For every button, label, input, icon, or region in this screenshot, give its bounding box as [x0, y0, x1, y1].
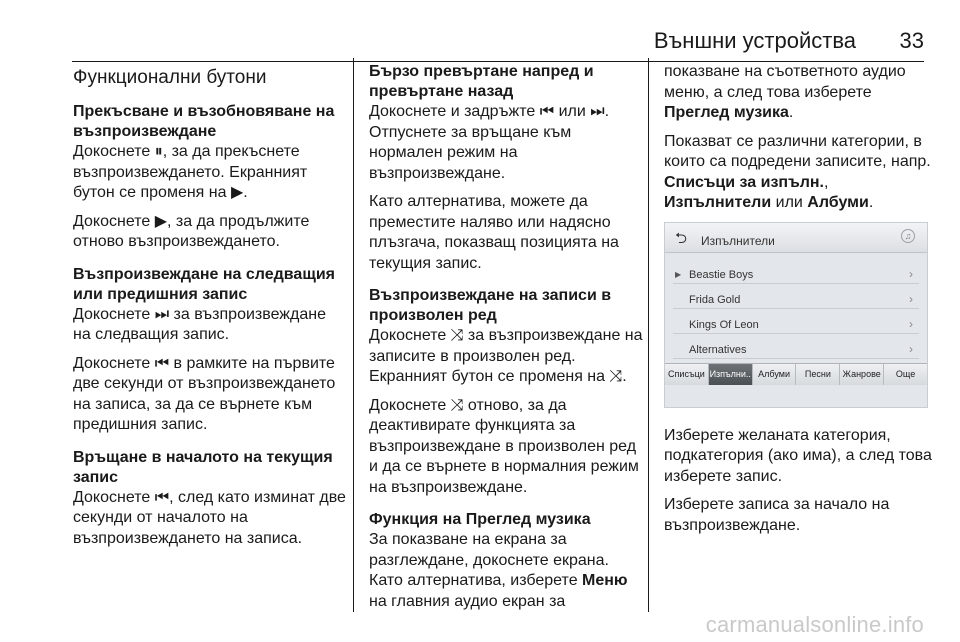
- chevron-right-icon: ›: [909, 341, 913, 356]
- list-item-label: Frida Gold: [689, 293, 741, 306]
- browse-paragraph: За показване на екрана за разглеждане, докоснете екрана. Като алтернатива, изберете Меню на главния аудио екран за: [369, 531, 628, 610]
- tab-more[interactable]: Още: [884, 364, 927, 385]
- artists-term: Изпълнители: [664, 194, 772, 211]
- middle-column: [369, 62, 644, 624]
- shuffle-heading: Възпроизвеждане на записи в произволен ред: [369, 287, 612, 324]
- list-item[interactable]: [673, 309, 919, 334]
- pause-section: [73, 102, 348, 253]
- list-item-label: Kings Of Leon: [689, 318, 759, 331]
- column-divider-1: [353, 58, 354, 612]
- chevron-right-icon: ›: [909, 266, 913, 281]
- tab-artists[interactable]: Изпълни..: [709, 364, 753, 385]
- fast-forward-section: [369, 62, 644, 274]
- shuffle-paragraph-1: Докоснете ⤨ за възпроизвеждане на записите в произволен ред. Екранният бутон се променя на ⤨.: [369, 327, 643, 385]
- pause-heading: Прекъсване и възобновяване на възпроизвеждане: [73, 103, 335, 140]
- tab-genres[interactable]: Жанрове: [840, 364, 884, 385]
- browse-music-term: Преглед музика: [664, 104, 789, 121]
- category-tabs: [665, 363, 927, 385]
- pause-paragraph-2: Докоснете ▶, за да продължите отново възпроизвеждането.: [73, 212, 310, 250]
- right-column: [664, 62, 932, 544]
- browse-section: [369, 510, 644, 612]
- fast-forward-paragraph-2: Като алтернатива, можете да преместите наляво или надясно плъзгача, показващ позицията на текущия запис.: [369, 193, 619, 272]
- artist-list: [673, 259, 919, 359]
- prev-paragraph: Докоснете ⏮ в рамките на първите две секунди от възпроизвеждането на записа, за да се върнете към предишния запис.: [73, 354, 336, 433]
- select-category-paragraph: Изберете желаната категория, подкатегория (ако има), а след това изберете запис.: [664, 426, 932, 485]
- select-track-paragraph: Изберете записа за начало на възпроизвеждане.: [664, 496, 890, 534]
- illustration-title: Изпълнители: [701, 233, 775, 248]
- restart-section: [73, 448, 348, 550]
- illustration-title-bar: [665, 223, 927, 253]
- next-prev-heading: Възпроизвеждане на следващия или предишния запис: [73, 265, 335, 303]
- shuffle-section: [369, 286, 644, 498]
- watermark: carmanualsonline.info: [705, 612, 924, 637]
- fast-forward-heading: Бързо превъртане напред и превъртане назад: [369, 63, 594, 100]
- page-number: 33: [899, 28, 924, 53]
- next-paragraph: Докоснете ⏭ за възпроизвеждане на следващия запис.: [73, 305, 326, 343]
- next-prev-section: [73, 265, 348, 436]
- back-arrow-icon[interactable]: ⮌: [675, 229, 688, 247]
- list-item[interactable]: [673, 284, 919, 309]
- albums-term: Албуми: [807, 194, 869, 211]
- restart-paragraph: Докоснете ⏮, след като изминат две секунди от началото на възпроизвеждането на записа.: [73, 488, 346, 547]
- tab-playlists[interactable]: Списъци: [665, 364, 709, 385]
- list-item-label: Beastie Boys: [689, 268, 754, 281]
- browse-continued-paragraph: показване на съответното аудио меню, а след това изберете Преглед музика.: [664, 63, 906, 121]
- list-item[interactable]: [673, 259, 919, 284]
- chevron-right-icon: ›: [909, 316, 913, 331]
- play-indicator-icon: ▶: [675, 269, 682, 279]
- page-header: [0, 14, 960, 54]
- list-item-label: Alternatives: [689, 343, 747, 356]
- list-item[interactable]: [673, 334, 919, 359]
- tab-songs[interactable]: Песни: [796, 364, 840, 385]
- browse-screen-illustration: [664, 222, 928, 408]
- header-title: Външни устройства: [653, 28, 856, 53]
- pause-paragraph-1: Докоснете ⏸, за да прекъснете възпроизвеждането. Екранният бутон се променя на ▶.: [73, 143, 308, 201]
- restart-heading: Връщане в началото на текущия запис: [73, 448, 333, 486]
- browse-heading: Функция на Преглед музика: [369, 511, 591, 528]
- shuffle-paragraph-2: Докоснете ⤨ отново, за да деактивирате функцията за възпроизвеждане в произволен ред и да се върнете в нормалния режим на възпроизвеждане.: [369, 396, 639, 496]
- section-title: Функционални бутони: [73, 67, 267, 88]
- column-divider-2: [648, 58, 649, 612]
- left-column: [73, 102, 348, 561]
- chevron-right-icon: ›: [909, 291, 913, 306]
- music-note-icon: ♫: [901, 229, 915, 243]
- categories-paragraph: Показват се различни категории, в които са подредени записите, напр. Списъци за изпълн., Изпълнители или Албуми.: [664, 132, 931, 211]
- tab-albums[interactable]: Албуми: [753, 364, 797, 385]
- playlists-term: Списъци за изпълн.: [664, 173, 824, 191]
- fast-forward-paragraph-1: Докоснете и задръжте ⏮ или ⏭. Отпуснете за връщане към нормален режим на възпроизвеждане.: [369, 103, 610, 182]
- menu-term: Меню: [582, 572, 628, 589]
